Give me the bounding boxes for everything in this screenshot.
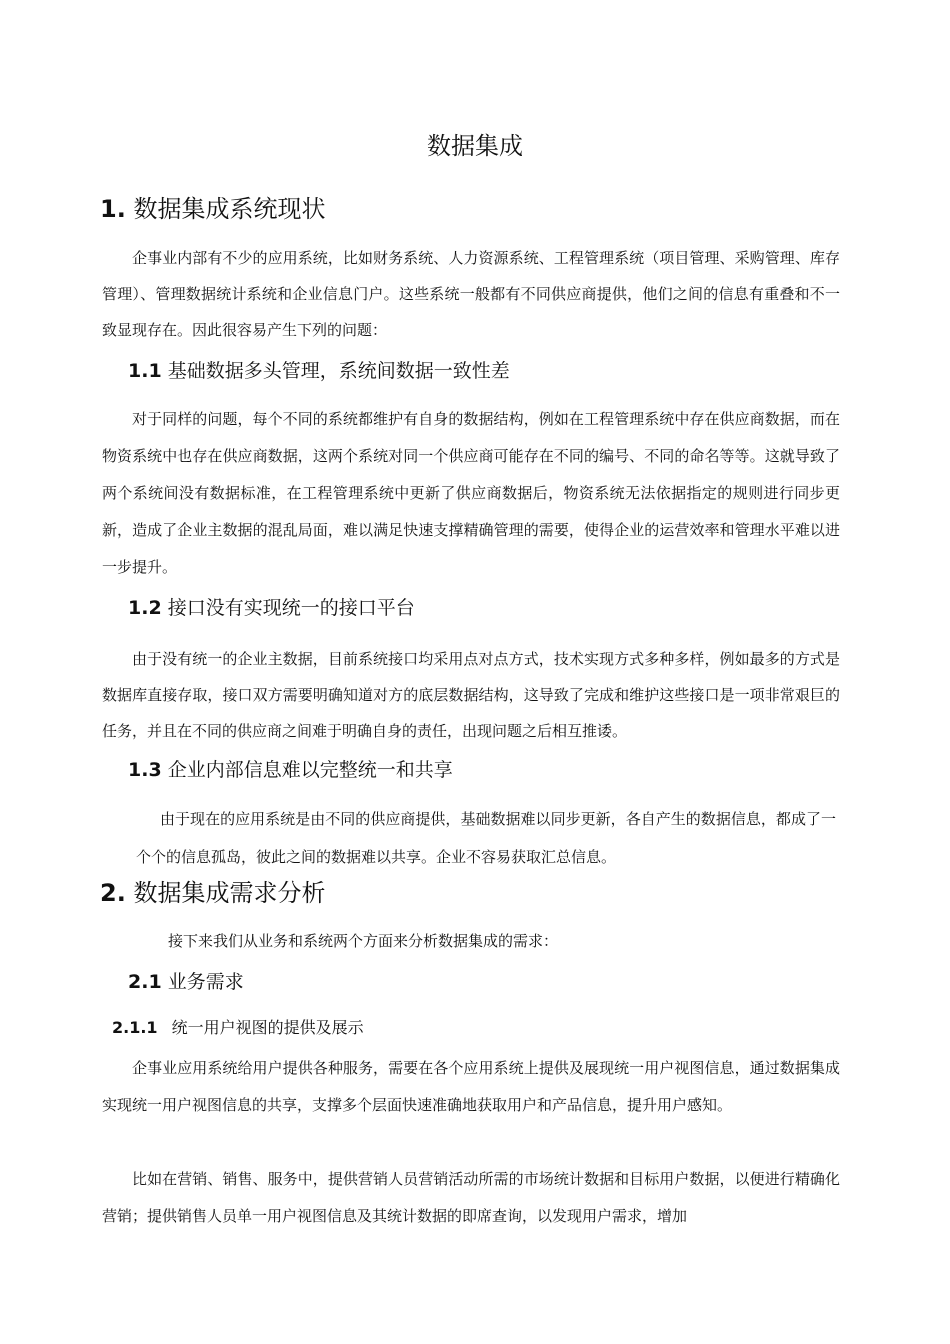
section-heading-2: [100, 876, 325, 910]
section-title: 基础数据多头管理，系统间数据一致性差: [167, 360, 510, 382]
section-number: 1.1: [128, 360, 162, 382]
paragraph: 由于没有统一的企业主数据，目前系统接口均采用点对点方式，技术实现方式多种多样，例如最多的方式是数据库直接存取，接口双方需要明确知道对方的底层数据结构，这导致了完成和维护这些接口是一项非常艰巨的任务，并且在不同的供应商之间难于明确自身的责任，出现问题之后相互推诿。: [102, 650, 840, 740]
paragraph: 由于现在的应用系统是由不同的供应商提供，基础数据难以同步更新，各自产生的数据信息，都成了一个个的信息孤岛，彼此之间的数据难以共享。企业不容易获取汇总信息。: [136, 810, 836, 866]
section-title: 业务需求: [167, 971, 244, 993]
section-heading-1: [100, 192, 325, 226]
section-heading-1-1: [128, 357, 510, 385]
paragraph: 比如在营销、销售、服务中，提供营销人员营销活动所需的市场统计数据和目标用户数据，以便进行精确化营销；提供销售人员单一用户视图信息及其统计数据的即席查询，以发现用户需求，增加: [102, 1170, 840, 1225]
document-title: 数据集成: [427, 132, 523, 160]
section-title: 数据集成需求分析: [133, 879, 326, 907]
section-title: 企业内部信息难以完整统一和共享: [167, 759, 453, 781]
paragraph: 企事业内部有不少的应用系统，比如财务系统、人力资源系统、工程管理系统（项目管理、采购管理、库存管理）、管理数据统计系统和企业信息门户。这些系统一般都有不同供应商提供，他们之间的信息有重叠和不一致显现存在。因此很容易产生下列的问题：: [102, 249, 840, 339]
paragraph: 企事业应用系统给用户提供各种服务，需要在各个应用系统上提供及展现统一用户视图信息，通过数据集成实现统一用户视图信息的共享，支撑多个层面快速准确地获取用户和产品信息，提升用户感知。: [102, 1059, 840, 1114]
section-number: 2.: [100, 879, 126, 907]
section-number: 1.3: [128, 759, 162, 781]
paragraph: 对于同样的问题，每个不同的系统都维护有自身的数据结构，例如在工程管理系统中存在供应商数据，而在物资系统中也存在供应商数据，这两个系统对同一个供应商可能存在不同的编号、不同的命名等等。这就导致了两个系统间没有数据标准，在工程管理系统中更新了供应商数据后，物资系统无法依据指定的规则进行同步更新，造成了企业主数据的混乱局面，难以满足快速支撑精确管理的需要，使得企业的运营效率和管理水平难以进一步提升。: [102, 410, 840, 576]
section-title: 统一用户视图的提供及展示: [171, 1018, 364, 1037]
paragraph: 接下来我们从业务和系统两个方面来分析数据集成的需求：: [168, 932, 559, 950]
section-heading-2-1-1: [112, 1016, 364, 1040]
section-title: 接口没有实现统一的接口平台: [167, 597, 415, 619]
section-number: 2.1.1: [112, 1018, 158, 1037]
section-heading-1-3: [128, 756, 453, 784]
section-number: 1.: [100, 195, 126, 223]
section-heading-2-1: [128, 968, 244, 996]
section-heading-1-2: [128, 594, 415, 622]
section-title: 数据集成系统现状: [133, 195, 326, 223]
section-number: 1.2: [128, 597, 162, 619]
section-number: 2.1: [128, 971, 162, 993]
